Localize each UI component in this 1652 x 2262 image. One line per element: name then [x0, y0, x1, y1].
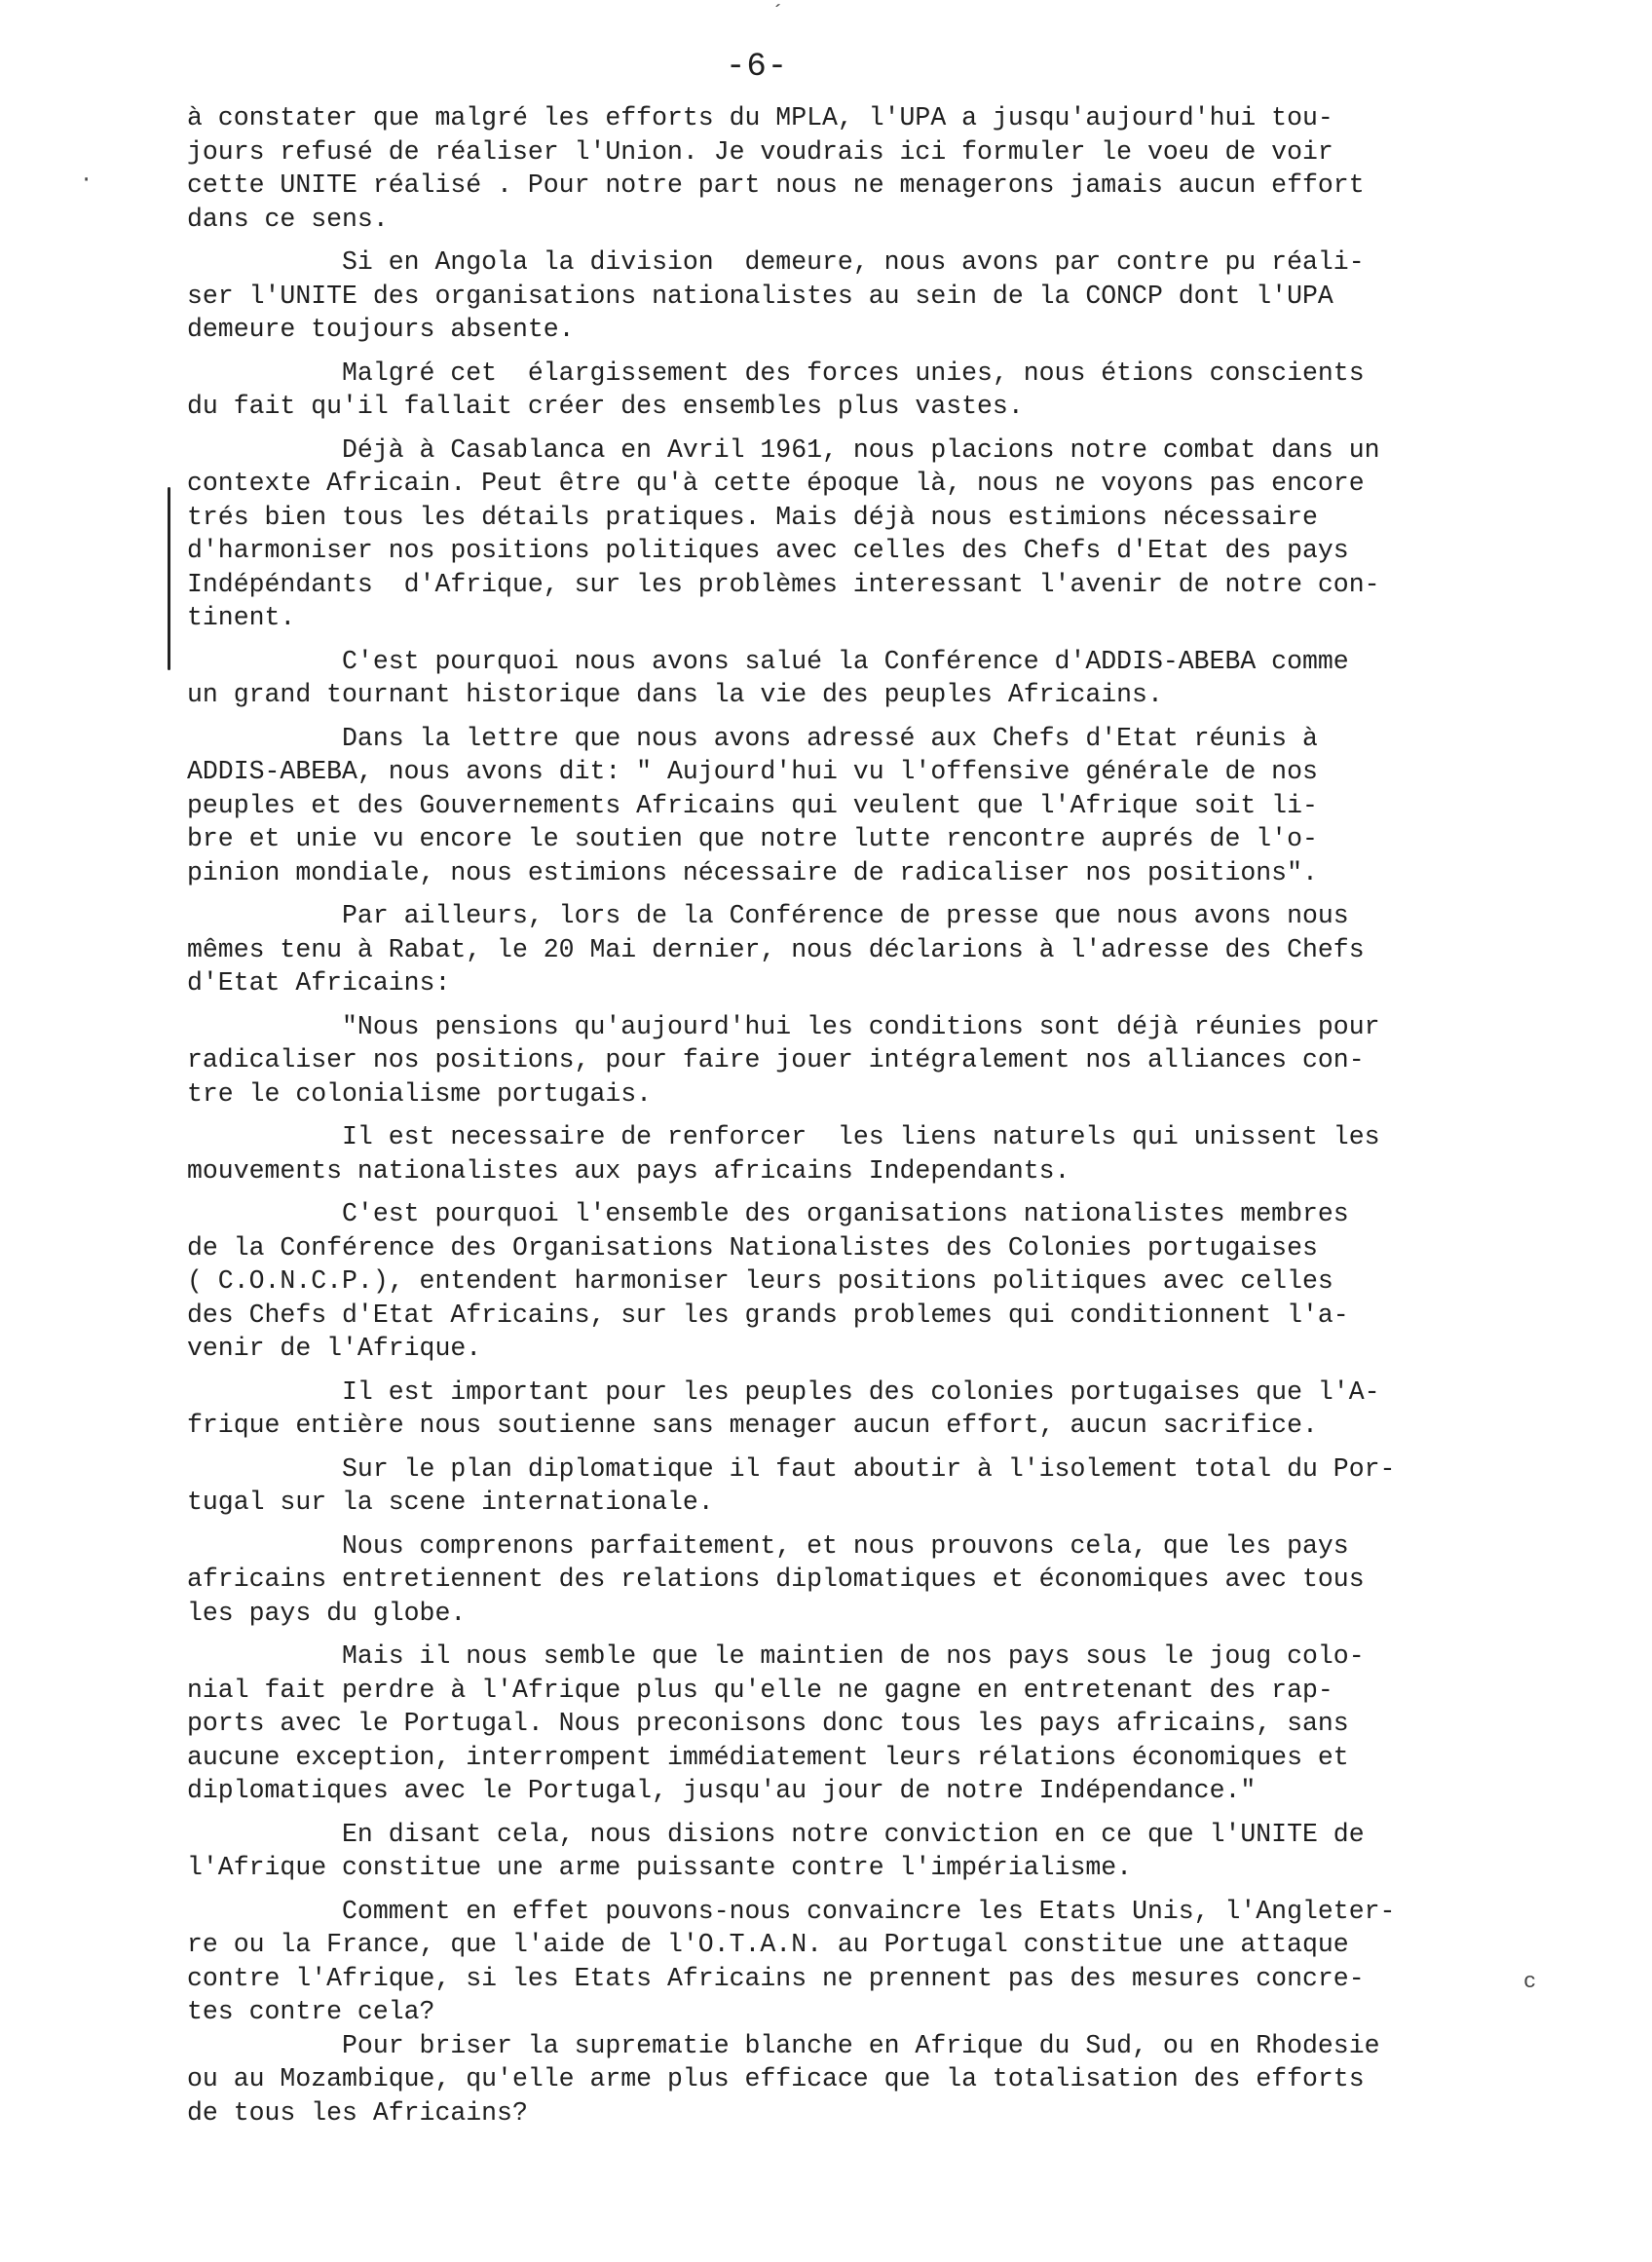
paragraph-1: à constater que malgré les efforts du MPLA, l'UPA a jusqu'aujourd'hui tou- jours refusé de réaliser l'Union. Je voudrais ici formuler le voeu de voir cette UNITE réalisé . Pour notre part nous ne menagerons jamais aucun effort dans ce sens. — [187, 103, 1365, 234]
paragraph-10: C'est pourquoi l'ensemble des organisations nationalistes membres de la Conférence des Organisations Nationalistes des Colonies portugaises ( C.O.N.C.P.), entendent harmoniser leurs positions politiques avec celles des Chefs d'Etat Africains, sur les grands problemes qui conditionnent l'a- venir de l'Afrique. — [187, 1199, 1349, 1363]
stray-mark-top: ´ — [771, 2, 785, 26]
paragraph-9: Il est necessaire de renforcer les liens naturels qui unissent les mouvements nationalistes aux pays africains Independants. — [187, 1122, 1380, 1186]
stray-mark-right: c — [1523, 1970, 1537, 1994]
margin-annotation-bar — [168, 487, 170, 670]
paragraph-5: C'est pourquoi nous avons salué la Conférence d'ADDIS-ABEBA comme un grand tournant historique dans la vie des peuples Africains. — [187, 646, 1349, 709]
page-number: -6- — [726, 49, 789, 86]
paragraph-8: "Nous pensions qu'aujourd'hui les conditions sont déjà réunies pour radicaliser nos positions, pour faire jouer intégralement nos alliances con- tre le colonialisme portugais. — [187, 1011, 1380, 1109]
paragraph-16: Comment en effet pouvons-nous convaincre les Etats Unis, l'Angleter- re ou la France, que l'aide de l'O.T.A.N. au Portugal constitue une attaque contre l'Afrique, si les Etats Africains ne prennent pas des mesures concre- tes contre cela? Pour briser la suprematie blanche en Afrique du Sud, ou en Rhodesie ou au Mozambique, qu'elle arme plus efficace que la totalisation des efforts de tous les Africains? — [187, 1896, 1396, 2128]
paragraph-4: Déjà à Casablanca en Avril 1961, nous placions notre combat dans un contexte Africain. Peut être qu'à cette époque là, nous ne voyons pas encore trés bien tous les détails pratiques. Mais déjà nous estimions nécessaire d'harmoniser nos positions politiques avec celles des Chefs d'Etat des pays Indépéndants d'Afrique, sur les problèmes interessant l'avenir de notre con- tinent. — [187, 434, 1380, 632]
paragraph-12: Sur le plan diplomatique il faut aboutir à l'isolement total du Por- tugal sur la scene internationale. — [187, 1453, 1396, 1517]
stray-mark-left: · — [80, 168, 94, 192]
paragraph-14: Mais il nous semble que le maintien de nos pays sous le joug colo- nial fait perdre à l'Afrique plus qu'elle ne gagne en entretenant des rap- ports avec le Portugal. Nous preconisons donc tous les pays africains, sans aucune exception, interrompent immédiatement leurs rélations économiques et diplomatiques avec le Portugal, jusqu'au jour de notre Indépendance." — [187, 1641, 1365, 1805]
paragraph-7: Par ailleurs, lors de la Conférence de presse que nous avons nous mêmes tenu à Rabat, le 20 Mai dernier, nous déclarions à l'adresse des Chefs d'Etat Africains: — [187, 901, 1365, 998]
paragraph-3: Malgré cet élargissement des forces unies, nous étions conscients du fait qu'il fallait créer des ensembles plus vastes. — [187, 358, 1365, 421]
paragraph-2: Si en Angola la division demeure, nous avons par contre pu réali- ser l'UNITE des organisations nationalistes au sein de la CONCP dont l'UPA demeure toujours absente. — [187, 247, 1365, 344]
document-body — [187, 101, 1492, 2139]
paragraph-13: Nous comprenons parfaitement, et nous prouvons cela, que les pays africains entretiennent des relations diplomatiques et économiques avec tous les pays du globe. — [187, 1530, 1365, 1628]
paragraph-11: Il est important pour les peuples des colonies portugaises que l'A- frique entière nous soutienne sans menager aucun effort, aucun sacrifice. — [187, 1376, 1380, 1440]
paragraph-15: En disant cela, nous disions notre conviction en ce que l'UNITE de l'Afrique constitue une arme puissante contre l'impérialisme. — [187, 1819, 1365, 1882]
paragraph-6: Dans la lettre que nous avons adressé aux Chefs d'Etat réunis à ADDIS-ABEBA, nous avons dit: " Aujourd'hui vu l'offensive générale de nos peuples et des Gouvernements Africains qui veulent que l'Afrique soit li- bre et unie vu encore le soutien que notre lutte rencontre auprés de l'o- pinion mondiale, nous estimions nécessaire de radicaliser nos positions". — [187, 723, 1318, 887]
